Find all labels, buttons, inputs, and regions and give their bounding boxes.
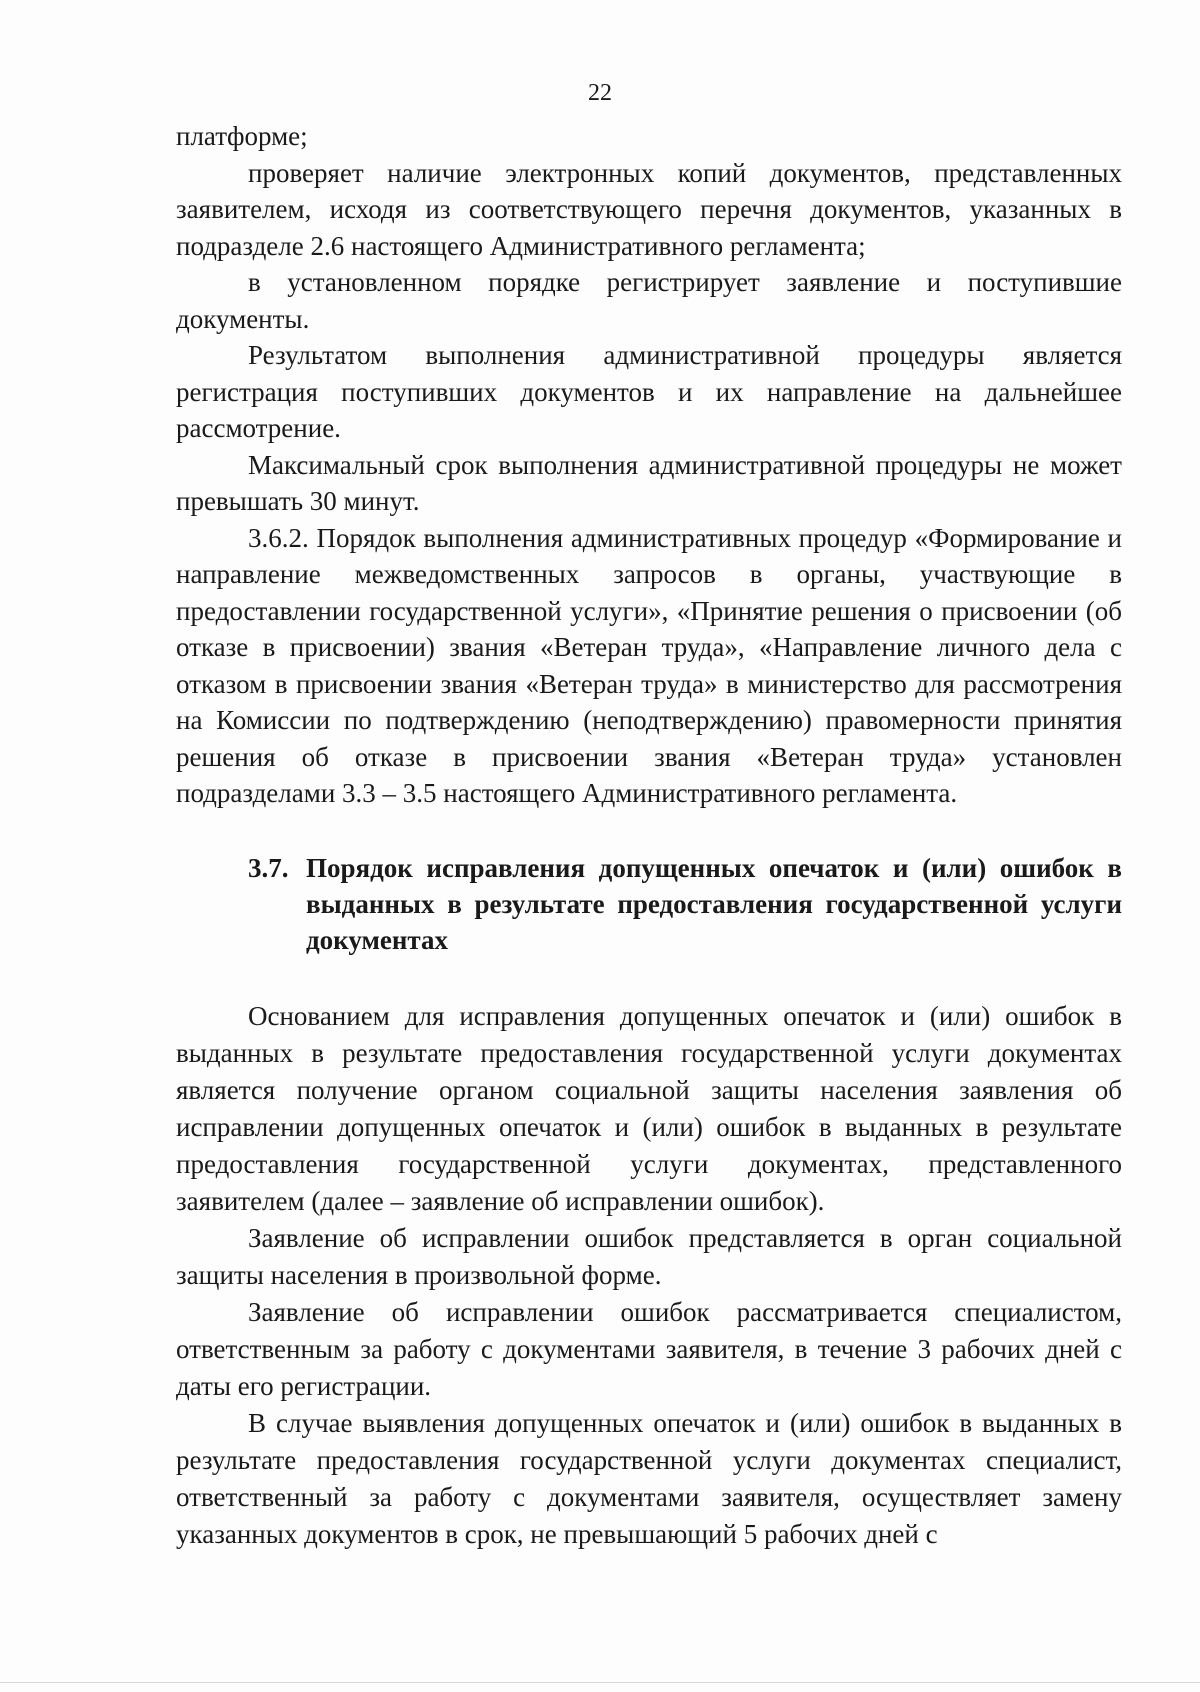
paragraph-review-term: Заявление об исправлении ошибок рассматривается специалистом, ответственным за работу с документами заявителя, в течение 3 рабочих дней с даты его регистрации.: [176, 1296, 1122, 1401]
paragraph-registers: в установленном порядке регистрирует заявление и поступившие документы.: [176, 267, 1122, 334]
paragraph-result: Результатом выполнения административной процедуры является регистрация поступивших документов и их направление на дальнейшее рассмотрение.: [176, 340, 1122, 443]
paragraph-grounds: Основанием для исправления допущенных опечаток и (или) ошибок в выданных в результате предоставления государственной услуги документах является получение органом социальной защиты населения заявления об исправлении допущенных опечаток и (или) ошибок в выданных в результате предоставления государственной услуги документах, представленного заявителем (далее – заявление об исправлении ошибок).: [176, 1000, 1122, 1216]
paragraph-3-6-2: 3.6.2. Порядок выполнения административных процедур «Формирование и направление межведомственных запросов в органы, участвующие в предоставлении государственной услуги», «Принятие решения о присвоении (об отказе в присвоении) звания «Ветеран труда», «Направление личного дела с отказом в присвоении звания «Ветеран труда» в министерство для рассмотрения на Комиссии по подтверждению (неподтверждению) правомерности принятия решения об отказе в присвоении звания «Ветеран труда» установлен подразделами 3.3 – 3.5 настоящего Административного регламента.: [176, 522, 1122, 808]
section-number: 3.7.: [248, 852, 289, 883]
page-number: 22: [588, 80, 612, 106]
section-body: [176, 998, 1122, 1553]
paragraph-application-form: Заявление об исправлении ошибок представляется в орган социальной защиты населения в произвольной форме.: [176, 1222, 1122, 1290]
paragraph-checks-copies: проверяет наличие электронных копий документов, представленных заявителем, исходя из соответствующего перечня документов, указанных в подразделе 2.6 настоящего Административного регламента;: [176, 157, 1122, 261]
section-heading: [176, 850, 1122, 958]
paragraph-platform: платформе;: [176, 121, 308, 151]
paragraph-max-term: Максимальный срок выполнения административной процедуры не может превышать 30 минут.: [176, 449, 1122, 516]
paragraph-replacement: В случае выявления допущенных опечаток и (или) ошибок в выданных в результате предоставления государственной услуги документах специалист, ответственный за работу с документами заявителя, осуществляет замену указанных документов в срок, не превышающий 5 рабочих дней с: [176, 1407, 1122, 1549]
section-title: Порядок исправления допущенных опечаток и (или) ошибок в выданных в результате предоставления государственной услуги документах: [306, 852, 1122, 955]
page-content: [176, 118, 1122, 1553]
scan-edge-line: [0, 1682, 1200, 1683]
